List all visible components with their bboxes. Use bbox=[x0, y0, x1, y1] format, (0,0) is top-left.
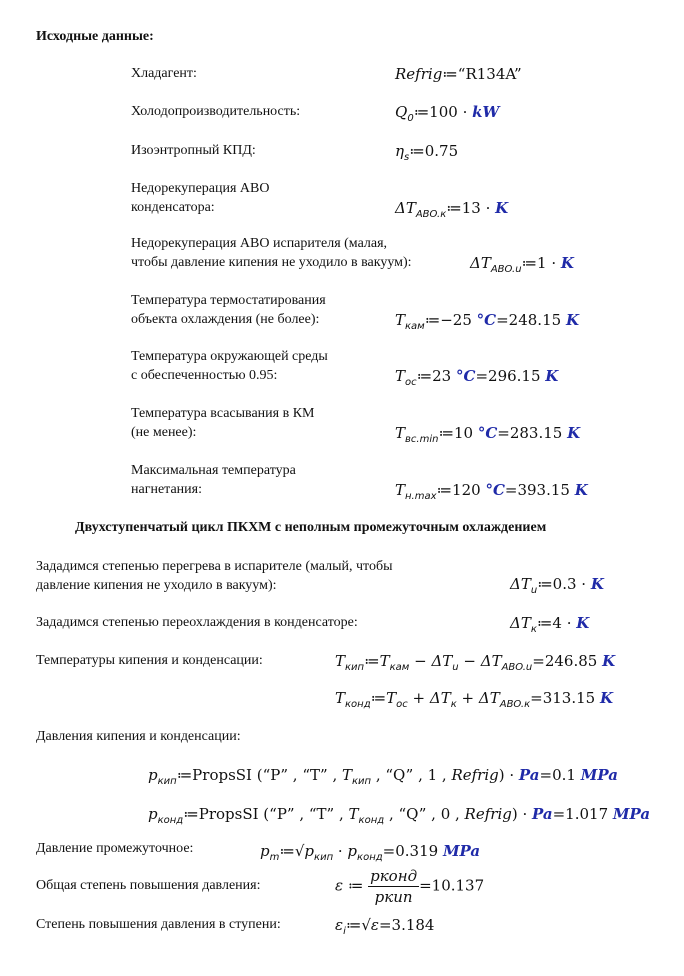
fraction-denominator: pкип bbox=[374, 888, 413, 906]
math-text: ΔT bbox=[510, 575, 531, 593]
inputs-label: Максимальная температура bbox=[131, 463, 296, 478]
math-text: T bbox=[348, 805, 359, 823]
subscript: кам bbox=[405, 321, 425, 332]
calc-label: Давления кипения и конденсации: bbox=[36, 729, 241, 744]
math-text: ) · bbox=[498, 766, 519, 784]
math-text: p bbox=[304, 842, 315, 860]
unit-label: MPa bbox=[612, 805, 651, 823]
subscript: m bbox=[269, 852, 280, 863]
math-text: T bbox=[386, 689, 397, 707]
math-text: =246.85 bbox=[532, 652, 603, 670]
math-text: ≔100 · bbox=[413, 103, 473, 121]
math-text: Q bbox=[395, 103, 408, 121]
calc-formula bbox=[260, 841, 480, 864]
math-text: T bbox=[395, 367, 406, 385]
calc-formula bbox=[335, 866, 484, 907]
inputs-label: Холодопроизводительность: bbox=[131, 104, 301, 119]
subscript: ABO.к bbox=[415, 209, 447, 220]
inputs-formula bbox=[395, 366, 558, 389]
inputs-label: Недорекуперация АВО bbox=[131, 181, 270, 196]
inputs-label: Температура окружающей среды bbox=[131, 349, 328, 364]
math-text: p bbox=[148, 766, 158, 784]
subscript: кип bbox=[345, 662, 365, 673]
math-text: ≔0.3 · bbox=[537, 575, 591, 593]
page-heading: Исходные данные: bbox=[36, 29, 154, 44]
math-text: ≔0.75 bbox=[409, 142, 459, 160]
inputs-formula bbox=[395, 310, 579, 333]
inputs-label: Изоэнтропный КПД: bbox=[131, 143, 256, 158]
math-text: , “Q” , 0 , bbox=[384, 805, 465, 823]
math-text: T bbox=[341, 766, 352, 784]
subscript: u bbox=[530, 585, 538, 596]
inputs-formula bbox=[395, 480, 588, 503]
unit-label: MPa bbox=[442, 842, 481, 860]
math-text: ΔT bbox=[470, 254, 491, 272]
math-text: ≔ bbox=[343, 876, 369, 895]
unit-label: K bbox=[565, 311, 579, 329]
math-text: =296.15 bbox=[475, 367, 546, 385]
math-text: p bbox=[148, 805, 158, 823]
calc-formula bbox=[148, 765, 618, 788]
unit-label: MPa bbox=[580, 766, 618, 784]
math-text: ΔT bbox=[431, 652, 453, 670]
inputs-formula bbox=[395, 423, 580, 446]
math-text: ΔT bbox=[395, 199, 416, 217]
unit-label: K bbox=[545, 367, 559, 385]
unit-label: °C bbox=[485, 481, 505, 499]
subscript: i bbox=[343, 926, 346, 937]
unit-label: K bbox=[602, 652, 616, 670]
inputs-formula bbox=[395, 102, 499, 125]
subscript: н.max bbox=[405, 491, 437, 502]
inputs-label: чтобы давление кипения не уходило в вакуум): bbox=[131, 255, 412, 270]
subscript: ос bbox=[405, 377, 417, 388]
math-text: T bbox=[395, 481, 406, 499]
subscript: конд bbox=[358, 815, 385, 826]
subscript: кип bbox=[352, 776, 372, 787]
math-text: T bbox=[335, 689, 346, 707]
math-text: η bbox=[395, 142, 404, 160]
inputs-formula bbox=[470, 253, 574, 276]
calc-formula bbox=[335, 915, 434, 938]
inputs-label: нагнетания: bbox=[131, 482, 202, 497]
calc-formula bbox=[510, 613, 589, 636]
math-text: =393.15 bbox=[504, 481, 575, 499]
subscript: кип bbox=[314, 852, 334, 863]
math-text: ΔT bbox=[480, 652, 502, 670]
unit-label: K bbox=[599, 689, 613, 707]
calc-label: Зададимся степенью перегрева в испарителе (малый, чтобы bbox=[36, 559, 393, 574]
subscript: ABO.к bbox=[499, 699, 531, 710]
subscript: к bbox=[530, 624, 537, 635]
subscript: 0 bbox=[407, 113, 414, 124]
math-text: =248.15 bbox=[496, 311, 566, 329]
math-text: ≔PropsSI (“P” , “T” , bbox=[183, 805, 349, 823]
math-text: + bbox=[407, 689, 430, 707]
section-title: Двухступенчатый цикл ПКХМ с неполным промежуточным охлаждением bbox=[75, 520, 547, 535]
math-text: =0.319 bbox=[382, 842, 443, 860]
math-text: T bbox=[395, 424, 406, 442]
subscript: кам bbox=[389, 662, 410, 673]
math-text: ≔√ bbox=[345, 916, 371, 934]
inputs-formula bbox=[395, 198, 508, 221]
math-text: ≔ bbox=[364, 652, 380, 670]
subscript: ABO.u bbox=[501, 662, 533, 673]
math-text: =0.1 bbox=[539, 766, 581, 784]
math-text: T bbox=[379, 652, 390, 670]
math-text: , “Q” , 1 , bbox=[371, 766, 452, 784]
math-text: · bbox=[333, 842, 348, 860]
unit-label: K bbox=[590, 575, 604, 593]
calc-formula bbox=[335, 651, 615, 674]
math-text: ) · bbox=[511, 805, 532, 823]
calc-label: Общая степень повышения давления: bbox=[36, 878, 261, 893]
math-text: ≔PropsSI (“P” , “T” , bbox=[176, 766, 342, 784]
fraction-numerator: pконд bbox=[370, 867, 418, 885]
math-text: − bbox=[458, 652, 481, 670]
unit-label: K bbox=[495, 199, 509, 217]
math-text: =3.184 bbox=[378, 916, 435, 934]
unit-label: °C bbox=[477, 424, 498, 442]
unit-label: K bbox=[567, 424, 581, 442]
unit-label: kW bbox=[472, 103, 500, 121]
subscript: конд bbox=[357, 852, 383, 863]
subscript: конд bbox=[157, 815, 184, 826]
math-text: ≔10 bbox=[438, 424, 478, 442]
inputs-label: Температура всасывания в КМ bbox=[131, 406, 315, 421]
math-text: Refrig bbox=[395, 65, 443, 83]
inputs-formula bbox=[395, 64, 522, 84]
math-text: ≔−25 bbox=[424, 311, 477, 329]
calc-label: давление кипения не уходило в вакуум): bbox=[36, 578, 277, 593]
subscript: ABO.u bbox=[490, 264, 522, 275]
calc-formula bbox=[510, 574, 604, 597]
math-text: p bbox=[347, 842, 358, 860]
math-text: ΔT bbox=[510, 614, 531, 632]
calc-label: Зададимся степенью переохлаждения в конденсаторе: bbox=[36, 615, 358, 630]
math-text: =283.15 bbox=[497, 424, 568, 442]
subscript: s bbox=[404, 152, 410, 163]
math-text: p bbox=[260, 842, 270, 860]
math-text: + bbox=[456, 689, 479, 707]
math-text: ≔“R134A” bbox=[442, 65, 522, 83]
calc-label: Степень повышения давления в ступени: bbox=[36, 917, 281, 932]
math-text: Refrig bbox=[464, 805, 512, 823]
math-text: ΔT bbox=[478, 689, 500, 707]
unit-label: K bbox=[574, 481, 588, 499]
math-text: ε bbox=[335, 916, 344, 934]
unit-label: K bbox=[576, 614, 590, 632]
math-text: ΔT bbox=[429, 689, 451, 707]
math-text: ≔120 bbox=[436, 481, 486, 499]
subscript: к bbox=[450, 699, 457, 710]
inputs-label: объекта охлаждения (не более): bbox=[131, 312, 320, 327]
unit-label: Pa bbox=[518, 766, 540, 784]
subscript: u bbox=[452, 662, 459, 673]
math-text: ≔√ bbox=[279, 842, 305, 860]
math-text: T bbox=[335, 652, 346, 670]
math-text: ε bbox=[335, 876, 344, 895]
subscript: ос bbox=[396, 699, 408, 710]
math-text: ≔4 · bbox=[536, 614, 577, 632]
math-text: ≔23 bbox=[416, 367, 456, 385]
unit-label: °C bbox=[456, 367, 476, 385]
inputs-label: Недорекуперация АВО испарителя (малая, bbox=[131, 236, 388, 251]
math-text: ≔ bbox=[370, 689, 387, 707]
subscript: кип bbox=[157, 776, 177, 787]
unit-label: Pa bbox=[532, 805, 553, 823]
math-text: =313.15 bbox=[530, 689, 600, 707]
inputs-label: с обеспеченностью 0.95: bbox=[131, 368, 278, 383]
fraction bbox=[368, 866, 419, 907]
math-text: T bbox=[395, 311, 406, 329]
math-text: Refrig bbox=[451, 766, 499, 784]
subscript: вс.min bbox=[405, 434, 439, 445]
inputs-label: Температура термостатирования bbox=[131, 293, 326, 308]
inputs-label: (не менее): bbox=[131, 425, 197, 440]
calc-label: Давление промежуточное: bbox=[36, 841, 194, 856]
math-text: ε bbox=[370, 916, 379, 934]
math-text: − bbox=[409, 652, 432, 670]
math-text: =10.137 bbox=[419, 876, 485, 895]
math-text: =1.017 bbox=[552, 805, 613, 823]
inputs-label: конденсатора: bbox=[131, 200, 215, 215]
math-text: ≔13 · bbox=[446, 199, 496, 217]
calc-formula bbox=[335, 688, 613, 711]
subscript: конд bbox=[345, 699, 371, 710]
calc-label: Температуры кипения и конденсации: bbox=[36, 653, 263, 668]
math-text: ≔1 · bbox=[521, 254, 561, 272]
unit-label: °C bbox=[476, 311, 497, 329]
calc-formula bbox=[148, 804, 650, 827]
inputs-label: Хладагент: bbox=[131, 66, 197, 81]
inputs-formula bbox=[395, 141, 458, 164]
unit-label: K bbox=[560, 254, 574, 272]
